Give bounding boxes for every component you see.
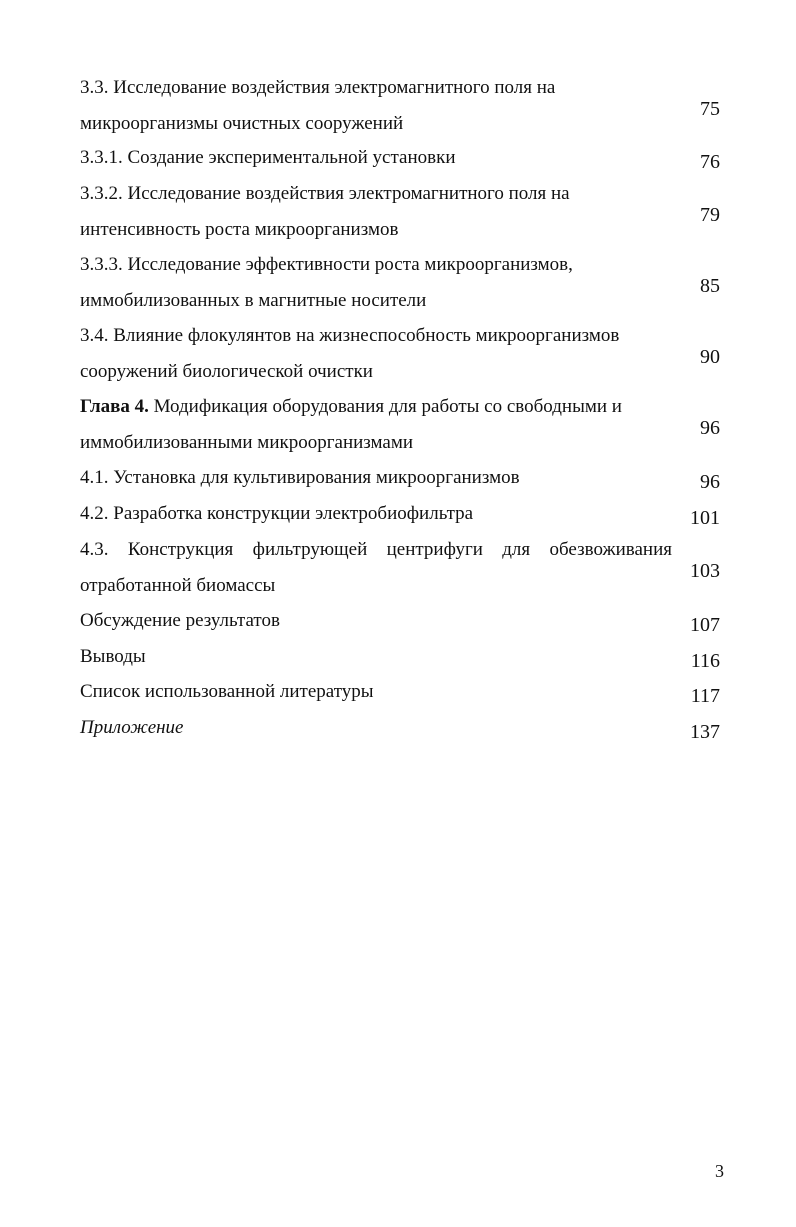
- toc-entry-title: [80, 639, 672, 675]
- toc-entry-title: [80, 603, 672, 639]
- toc-entry-title: [80, 460, 672, 496]
- toc-entry-title: [80, 496, 672, 532]
- toc-entry-title-line1: 4.2. Разработка конструкции электробиофильтра: [80, 503, 474, 524]
- toc-entry-title: [80, 674, 672, 710]
- toc-entry-title: [80, 532, 672, 604]
- toc-entry-title-line1: [80, 389, 672, 425]
- toc-entry-title-line1: 3.3.1. Создание экспериментальной установки: [80, 147, 456, 168]
- toc-entry-title-line2: интенсивность роста микроорганизмов: [80, 219, 399, 240]
- chapter-label: Глава 4.: [80, 396, 149, 417]
- toc-entry-page: 90: [700, 346, 720, 368]
- toc-entry-title-line1: 3.4. Влияние флокулянтов на жизнеспособность микроорганизмов: [80, 325, 620, 346]
- toc-entry-page: 103: [690, 560, 720, 582]
- toc-entry-page: 76: [700, 151, 720, 173]
- toc-entry-title-line2: иммобилизованными микроорганизмами: [80, 432, 414, 453]
- toc-entry-title: [80, 176, 672, 248]
- toc-entry-title-line2: иммобилизованных в магнитные носители: [80, 290, 427, 311]
- toc-entry-title: [80, 140, 672, 176]
- toc-entry-title: [80, 70, 672, 142]
- toc-entry-title-line2: отработанной биомассы: [80, 575, 276, 596]
- toc-entry-page: 117: [690, 685, 720, 707]
- toc-entry-page: 85: [700, 275, 720, 297]
- toc-entry-title-line1: Обсуждение результатов: [80, 610, 280, 631]
- toc-entry-title-line1: 3.3.2. Исследование воздействия электромагнитного поля на: [80, 183, 570, 204]
- toc-entry-page: 79: [700, 204, 720, 226]
- toc-entry-page: 96: [700, 471, 720, 493]
- toc-entry-title-line2: микроорганизмы очистных сооружений: [80, 113, 404, 134]
- toc-entry-title-line1: 3.3. Исследование воздействия электромагнитного поля на: [80, 77, 556, 98]
- toc-entry-title-line1: Выводы: [80, 646, 146, 667]
- toc-entry-page: 116: [690, 650, 720, 672]
- toc-entry-page: 96: [700, 417, 720, 439]
- toc-entry-title-line1: Приложение: [80, 717, 184, 738]
- toc-entry-title: [80, 318, 672, 390]
- toc-entry-title: [80, 389, 672, 461]
- toc-entry-page: 101: [690, 507, 720, 529]
- toc-entry-page: 137: [690, 721, 720, 743]
- toc-entry-title-line1: Список использованной литературы: [80, 681, 374, 702]
- toc-entry-title: [80, 710, 672, 746]
- toc-entry-title-line2: сооружений биологической очистки: [80, 361, 373, 382]
- toc-entry-page: 75: [700, 98, 720, 120]
- page-number: 3: [715, 1161, 724, 1181]
- toc-entry-title-line1: 4.3. Конструкция фильтрующей центрифуги для обезвоживания: [80, 539, 672, 560]
- toc-entry-page: 107: [690, 614, 720, 636]
- chapter-title-text: Модификация оборудования для работы со свободными и: [148, 396, 622, 417]
- toc-entry-title: [80, 247, 672, 319]
- toc-entry-title-line1: 3.3.3. Исследование эффективности роста микроорганизмов,: [80, 254, 573, 275]
- toc-entry-title-line1: 4.1. Установка для культивирования микроорганизмов: [80, 467, 520, 488]
